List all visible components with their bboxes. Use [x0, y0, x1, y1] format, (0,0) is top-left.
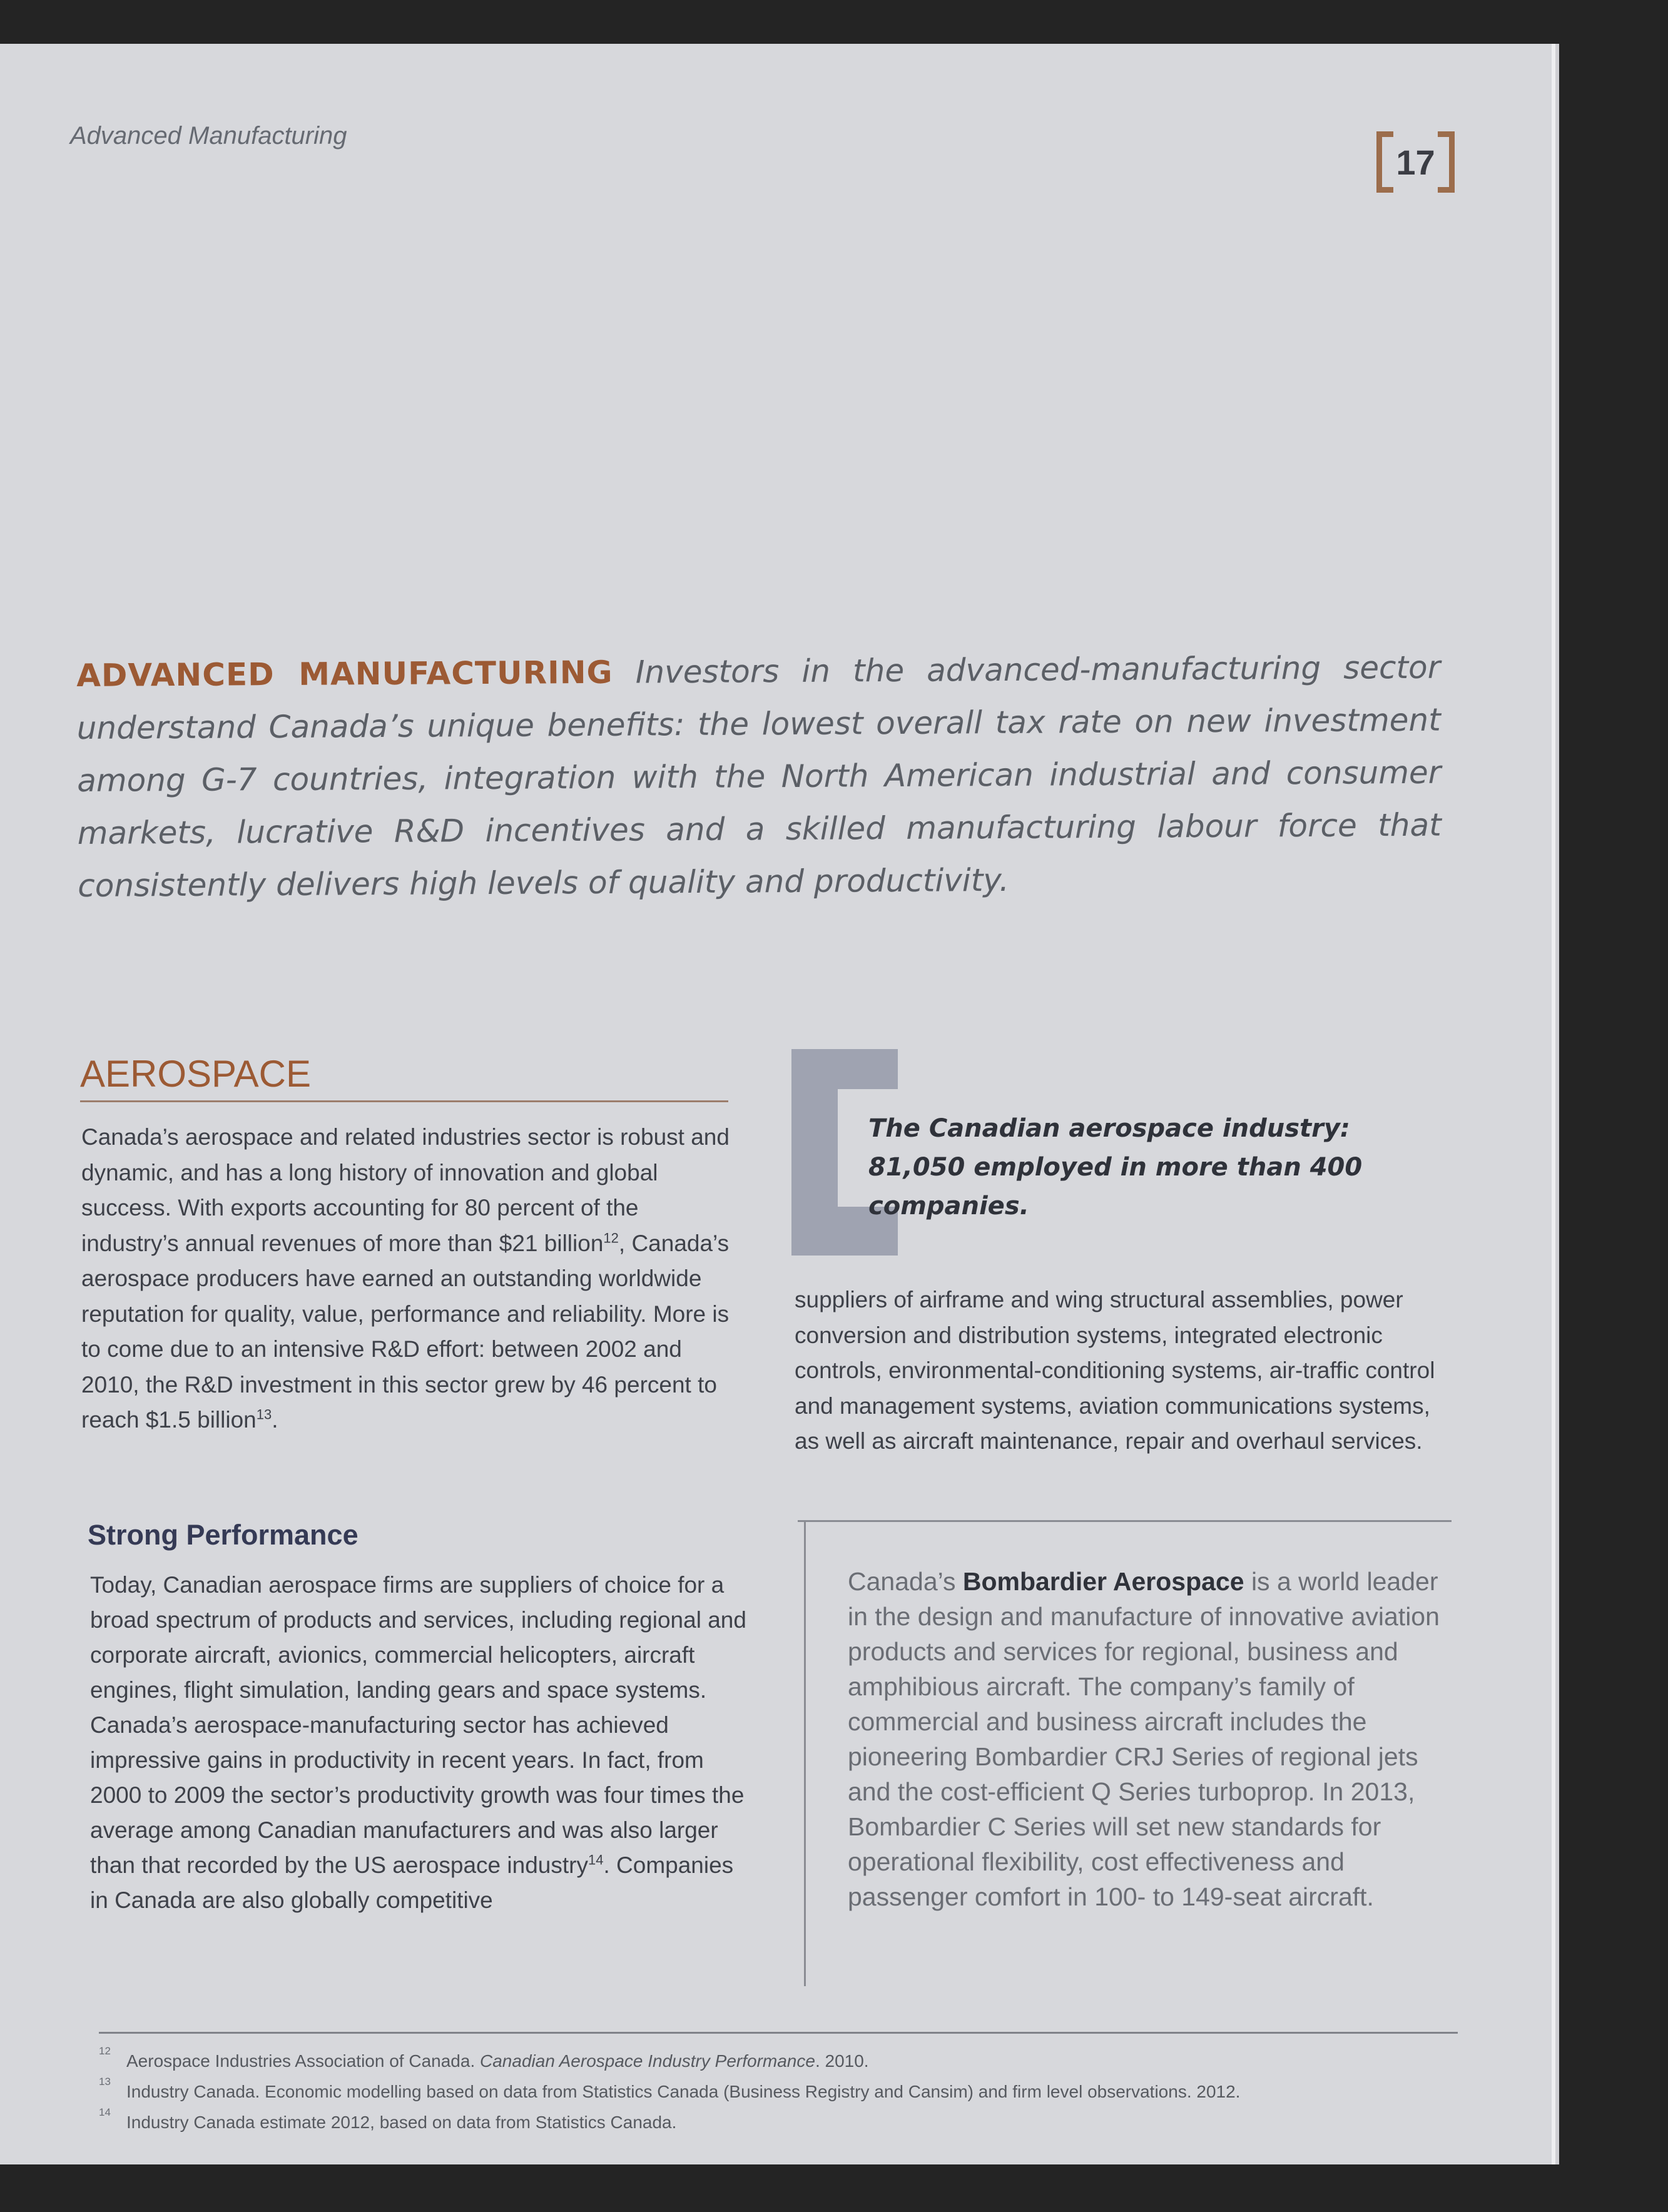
footnote-number: 12 [99, 2045, 111, 2057]
footnote-divider [99, 2032, 1458, 2034]
intro-paragraph [76, 641, 1442, 912]
aerospace-paragraph-2-text: Today, Canadian aerospace firms are suppliers of choice for a broad spectrum of products and services, including regional and corporate aircraft, avionics, commercial helicopters, aircraft engines, flight simulation, landing gears and space systems. Canada’s aerospace-manufacturing sector has achieved impressive gains in productivity in recent years. In fact, from 2000 to 2009 the sector’s productivity growth was four times the average among Canadian manufacturers and was also larger than that recorded by the US aerospace industry [90, 1572, 746, 1878]
footnote-ref-14: 14 [587, 1852, 604, 1868]
aerospace-paragraph-1-text: Canada’s aerospace and related industries sector is robust and dynamic, and has a long history of innovation and global success. With exports accounting for 80 percent of the industry’s annual revenues of more than $21 billion [81, 1124, 730, 1256]
footnote-12-title: Canadian Aerospace Industry Performance [480, 2051, 815, 2071]
aerospace-paragraph-1 [81, 1120, 738, 1438]
footnote-12-end: . 2010. [815, 2051, 869, 2071]
intro-text: Investors in the advanced-manufacturing sector understand Canada’s unique benefits: the lowest overall tax rate on new investment among G-7 countries, integration with the North American industrial and consumer markets, lucrative R&D incentives and a skilled manufacturing labour force that consistently delivers high levels of quality and productivity. [76, 649, 1442, 904]
footnote-number: 14 [99, 2106, 111, 2118]
footnote-text: Industry Canada. Economic modelling based on data from Statistics Canada (Business Registry and Cansim) and firm level observations. 2012. [126, 2082, 1241, 2101]
footnote-text: Industry Canada estimate 2012, based on data from Statistics Canada. [126, 2113, 677, 2132]
footnote-number: 13 [99, 2076, 111, 2088]
footnote-13 [99, 2076, 1469, 2107]
subheading-strong-performance: Strong Performance [88, 1519, 359, 1551]
running-header: Advanced Manufacturing [70, 122, 347, 150]
page-number: 17 [1376, 131, 1455, 193]
aerospace-paragraph-3: suppliers of airframe and wing structural assemblies, power conversion and distribution systems, integrated electronic controls, environmental-conditioning systems, air-traffic control and management systems, aviation communications systems, as well as aircraft maintenance, repair and overhaul services. [795, 1287, 1435, 1454]
footnote-12-text: Aerospace Industries Association of Canada. [126, 2051, 475, 2071]
footnotes [99, 2046, 1469, 2138]
section-title-aerospace: AEROSPACE [80, 1052, 728, 1102]
aerospace-paragraph-1b-text: , Canada’s aerospace producers have earned an outstanding worldwide reputation for quality, value, performance and reliability. More is to come due to an intensive R&D effort: between 2002 and 2010, the R&D investment in this sector grew by 46 percent to reach $1.5 billion [81, 1230, 730, 1433]
sidebar-box-company: Bombardier Aerospace [962, 1567, 1244, 1596]
aerospace-paragraph-2-end: . Companies in Canada are also globally competitive [90, 1852, 734, 1913]
pull-quote-line-2: 81,050 employed in more than 400 companies. [868, 1153, 1363, 1220]
sidebar-box-top-rule [798, 1520, 1452, 1522]
footnote-12 [99, 2046, 1469, 2076]
intro-lead: ADVANCED MANUFACTURING [76, 654, 613, 694]
sidebar-box-left-rule [804, 1520, 806, 1986]
sidebar-box-bombardier [848, 1564, 1442, 1914]
footnote-ref-12: 12 [603, 1230, 619, 1246]
aerospace-paragraph-2 [90, 1568, 747, 1918]
pull-quote-line-1: The Canadian aerospace industry: [868, 1114, 1350, 1143]
footnote-text [126, 2046, 869, 2076]
document-page [0, 44, 1552, 2164]
footnote-14 [99, 2107, 1469, 2138]
sidebar-box-text: is a world leader in the design and manufacture of innovative aviation products and services for regional, business and amphibious aircraft. The company’s family of commercial and business aircraft includes the pioneering Bombardier CRJ Series of regional jets and the cost-efficient Q Series turboprop. In 2013, Bombardier C Series will set new standards for operational flexibility, cost effectiveness and passenger comfort in 100- to 149-seat aircraft. [848, 1567, 1440, 1911]
pull-quote [868, 1109, 1469, 1225]
footnote-ref-13: 13 [256, 1406, 272, 1423]
sidebar-box-pre: Canada’s [848, 1567, 956, 1596]
aerospace-paragraph-1-end: . [272, 1407, 278, 1433]
